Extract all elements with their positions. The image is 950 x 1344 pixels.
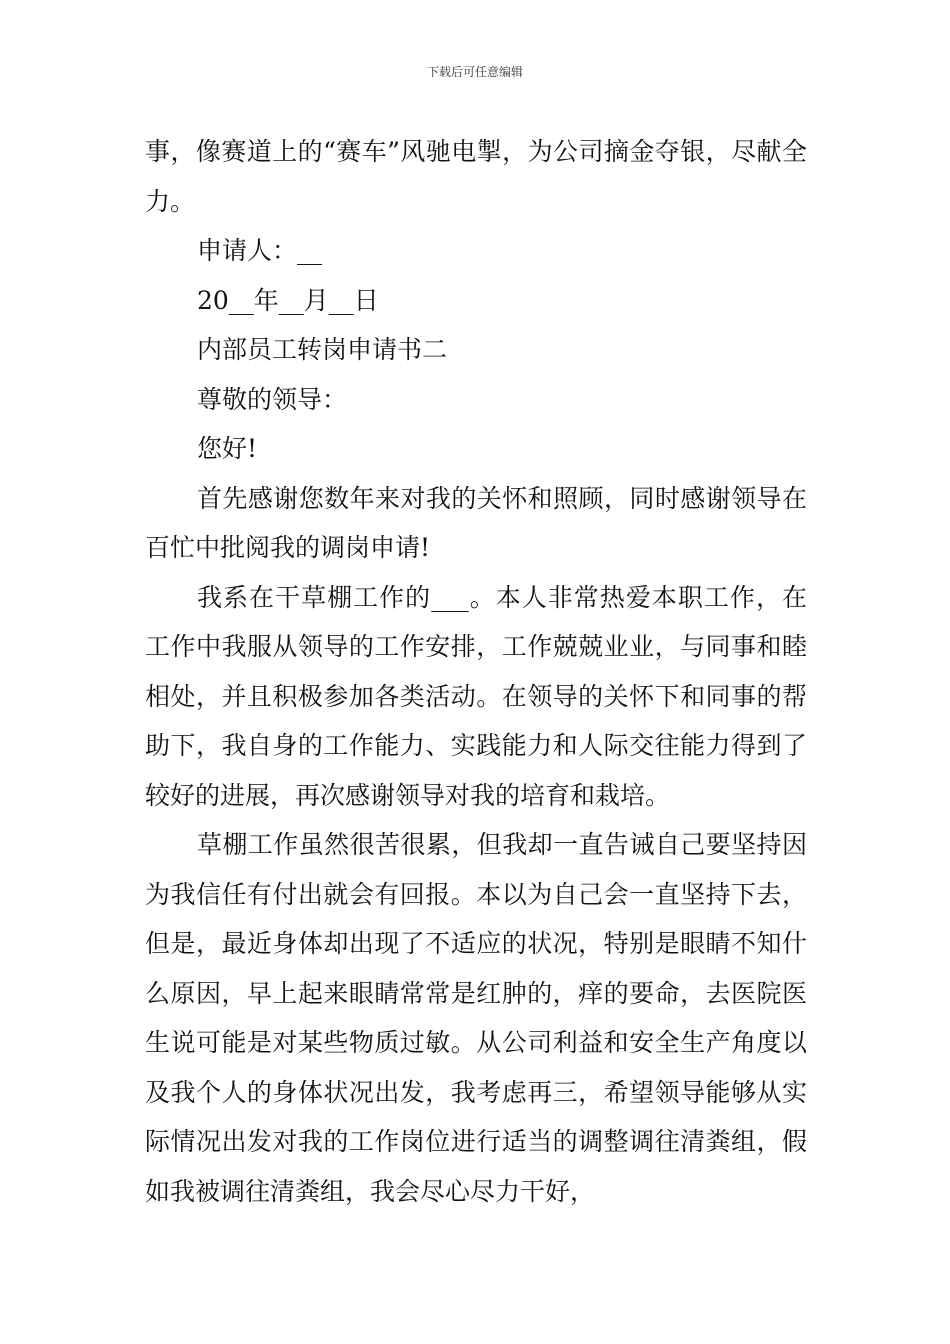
- salutation: 尊敬的领导：: [197, 384, 348, 414]
- paragraph-thanks: 首先感谢您数年来对我的关怀和照顾，同时感谢领导在百忙中批阅我的调岗申请!: [145, 483, 807, 562]
- date-line: 20__年__月__日: [197, 285, 379, 315]
- paragraph-background: 我系在干草棚工作的___。本人非常热爱本职工作，在工作中我服从领导的工作安排，工作兢兢业业，与同事和睦相处，并且积极参加各类活动。在领导的关怀下和同事的帮助下，我自身的工作能力、实践能力和人际交往能力得到了较好的进展，再次感谢领导对我的培育和栽培。: [145, 582, 807, 810]
- page-header-note: 下载后可任意编辑: [426, 65, 523, 79]
- applicant-line: 申请人：__: [197, 236, 323, 265]
- paragraph-request: 草棚工作虽然很苦很累，但我却一直告诫自己要坚持因为我信任有付出就会有回报。本以为自己会一直坚持下去，但是，最近身体却出现了不适应的状况，特别是眼睛不知什么原因，早上起来眼睛常常是红肿的，痒的要命，去医院医生说可能是对某些物质过敏。从公司利益和安全生产角度以及我个人的身体状况出发，我考虑再三，希望领导能够从实际情况出发对我的工作岗位进行适当的调整调往清粪组，假如我被调往清粪组，我会尽心尽力干好，: [145, 830, 807, 1206]
- document-body: [145, 127, 807, 1216]
- section-title: 内部员工转岗申请书二: [197, 335, 448, 364]
- paragraph-continuation: 事，像赛道上的“赛车”风驰电掣，为公司摘金夺银，尽献全力。: [145, 137, 807, 216]
- greeting: 您好!: [197, 434, 258, 463]
